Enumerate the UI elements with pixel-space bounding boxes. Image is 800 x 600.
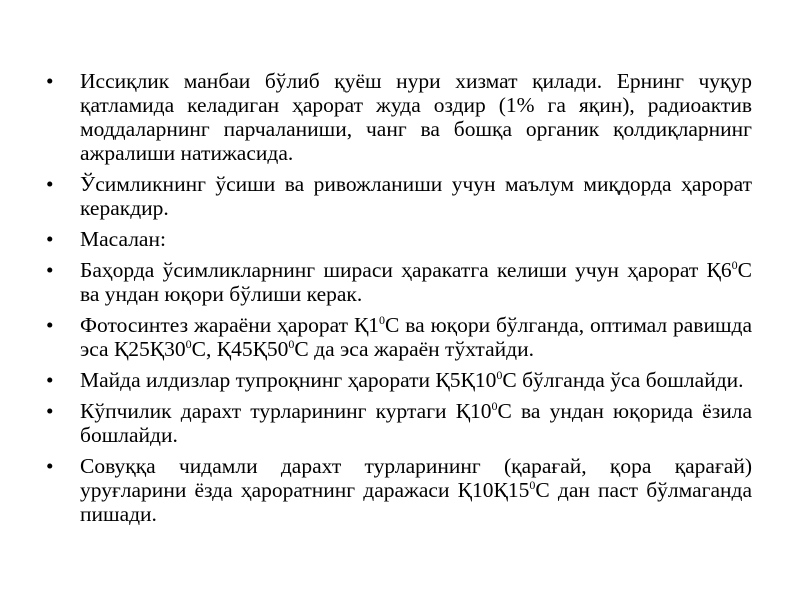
text-segment: С, Қ45Қ50 [191, 337, 289, 361]
bullet-list [46, 69, 752, 533]
degree-superscript: 0 [288, 337, 295, 351]
bullet-item [46, 69, 752, 165]
text-segment: С бўлганда ўса бошлайди. [502, 368, 744, 392]
bullet-icon: • [46, 368, 54, 392]
bullet-item [46, 172, 752, 220]
bullet-text [80, 313, 752, 361]
text-segment: Майда илдизлар тупроқнинг ҳарорати Қ5Қ10 [80, 368, 497, 392]
bullet-item [46, 399, 752, 447]
degree-superscript: 0 [379, 313, 386, 327]
bullet-icon: • [46, 454, 54, 478]
text-segment: Кўпчилик дарахт турларининг куртаги Қ10 [80, 399, 492, 423]
bullet-text [80, 172, 752, 220]
bullet-icon: • [46, 227, 54, 251]
bullet-text [80, 69, 752, 165]
text-segment: С да эса жараён тўхтайди. [294, 337, 534, 361]
bullet-item [46, 313, 752, 361]
text-segment: С дан паст бўлмаганда пишади. [80, 478, 752, 526]
bullet-item [46, 258, 752, 306]
bullet-text [80, 258, 752, 306]
bullet-item [46, 227, 752, 251]
text-segment: С ва ундан юқорида ёзила бошлайди. [80, 399, 752, 447]
text-segment: С ва ундан юқори бўлиши керак. [80, 258, 752, 306]
degree-superscript: 0 [529, 478, 536, 492]
text-segment: Ўсимликнинг ўсиши ва ривожланиши учун маълум миқдорда ҳарорат керакдир. [80, 172, 752, 220]
bullet-icon: • [46, 172, 54, 196]
text-segment: Иссиқлик манбаи бўлиб қуёш нури хизмат қилади. Ернинг чуқур қатламида келадиган ҳарорат жуда оздир (1% га яқин), радиоактив моддаларнинг парчаланиши, чанг ва бошқа органик қолдиқларнинг ажралиши натижасида. [80, 69, 752, 165]
bullet-icon: • [46, 313, 54, 337]
degree-superscript: 0 [185, 337, 192, 351]
text-segment: С ва юқори бўлганда, оптимал равишда эса Қ25Қ30 [80, 313, 752, 361]
bullet-text [80, 399, 752, 447]
text-segment: Баҳорда ўсимликларнинг шираси ҳаракатга келиши учун ҳарорат Қ6 [80, 258, 732, 282]
text-segment: Масалан: [80, 227, 166, 251]
bullet-icon: • [46, 399, 54, 423]
text-segment: Фотосинтез жараёни ҳарорат Қ1 [80, 313, 380, 337]
bullet-text [80, 454, 752, 526]
degree-superscript: 0 [731, 258, 738, 272]
bullet-icon: • [46, 69, 54, 93]
bullet-icon: • [46, 258, 54, 282]
bullet-text [80, 227, 166, 251]
degree-superscript: 0 [496, 368, 503, 382]
degree-superscript: 0 [491, 399, 498, 413]
bullet-item [46, 454, 752, 526]
bullet-text [80, 368, 744, 392]
text-segment: Совуққа чидамли дарахт турларининг (қарағай, қора қарағай) уруғларини ёзда ҳароратнинг даражаси Қ10Қ15 [80, 454, 752, 502]
bullet-item [46, 368, 752, 392]
